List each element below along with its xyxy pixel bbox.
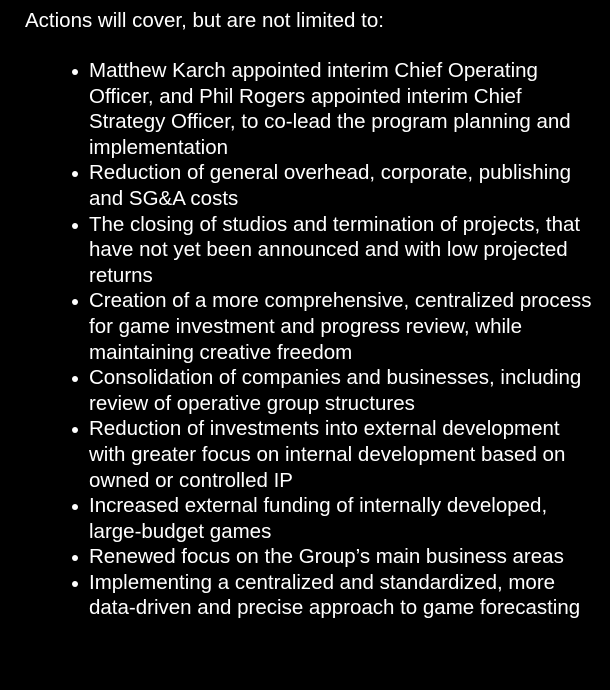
bullet-icon xyxy=(72,223,78,229)
list-item-text: Implementing a centralized and standardized, more data-driven and precise approach to game forecasting xyxy=(89,570,581,620)
bullet-icon xyxy=(72,376,78,382)
bullet-icon xyxy=(72,555,78,561)
actions-list xyxy=(89,58,594,621)
list-item-text: The closing of studios and termination of projects, that have not yet been announced and with low projected returns xyxy=(89,212,581,287)
list-item-text: Reduction of general overhead, corporate, publishing and SG&A costs xyxy=(89,161,572,210)
intro-text: Actions will cover, but are not limited to: xyxy=(25,9,384,32)
list-item xyxy=(89,416,594,493)
list-item xyxy=(89,570,594,621)
list-item-text: Consolidation of companies and businesses, including review of operative group structures xyxy=(89,366,582,415)
bullet-icon xyxy=(72,504,78,510)
list-item xyxy=(89,58,594,160)
list-item-text: Reduction of investments into external development with greater focus on internal development based on owned or controlled IP xyxy=(89,417,566,492)
bullet-icon xyxy=(72,427,78,433)
list-item xyxy=(89,544,594,570)
list-item-text: Increased external funding of internally developed, large-budget games xyxy=(89,494,548,543)
list-item xyxy=(89,288,594,365)
bullet-icon xyxy=(72,69,78,75)
list-item-text: Renewed focus on the Group’s main business areas xyxy=(89,545,564,569)
bullet-icon xyxy=(72,581,78,587)
list-item xyxy=(89,365,594,416)
list-item-text: Creation of a more comprehensive, centralized process for game investment and progress review, while maintaining creative freedom xyxy=(89,289,592,364)
list-item-text: Matthew Karch appointed interim Chief Operating Officer, and Phil Rogers appointed interim Chief Strategy Officer, to co-lead the program planning and implementation xyxy=(89,59,571,159)
list-item xyxy=(89,160,594,211)
list-item xyxy=(89,212,594,289)
list-item xyxy=(89,493,594,544)
bullet-icon xyxy=(72,171,78,177)
bullet-icon xyxy=(72,299,78,305)
